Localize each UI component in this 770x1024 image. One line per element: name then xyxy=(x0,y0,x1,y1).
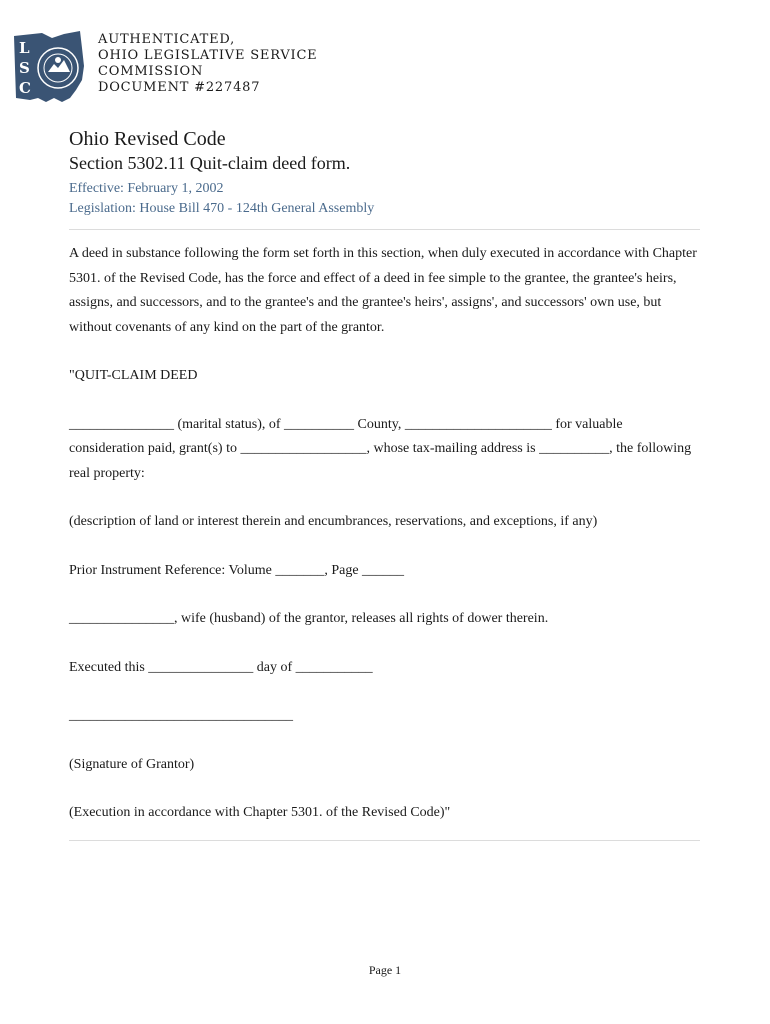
logo-letter-c: C xyxy=(19,79,31,97)
execution-note: (Execution in accordance with Chapter 5301. of the Revised Code)" xyxy=(69,805,451,820)
auth-line: OHIO LEGISLATIVE SERVICE xyxy=(98,48,318,63)
section-title: Section 5302.11 Quit-claim deed form. xyxy=(69,153,351,173)
auth-line: COMMISSION xyxy=(98,64,204,79)
logo-letter-s: S xyxy=(19,59,30,77)
title-block xyxy=(69,127,709,219)
auth-line: AUTHENTICATED, xyxy=(98,32,236,47)
page-number: Page 1 xyxy=(368,963,402,977)
code-title: Ohio Revised Code xyxy=(69,128,226,150)
logo-letter-l: L xyxy=(19,39,30,57)
prior-instrument-reference: Prior Instrument Reference: Volume _______, Page ______ xyxy=(69,562,405,578)
property-description: (description of land or interest therein and encumbrances, reservations, and exceptions, if any) xyxy=(69,514,598,529)
grantor-clause: _______________ (marital status), of __________ County, _____________________ for valuable consideration paid, grant(s) to __________________, whose tax-mailing address is __________, the following real property: xyxy=(69,416,692,481)
document-body xyxy=(69,242,701,826)
legislation: Legislation: House Bill 470 - 124th General Assembly xyxy=(69,201,375,216)
authentication-stamp xyxy=(98,32,317,96)
lsc-ohio-seal-logo xyxy=(12,28,92,104)
top-divider xyxy=(69,229,700,230)
form-heading: "QUIT-CLAIM DEED xyxy=(69,368,198,383)
executed-date-line: Executed this _______________ day of ___________ xyxy=(69,659,373,675)
signature-line: ________________________________ xyxy=(69,708,293,723)
dower-release: _______________, wife (husband) of the grantor, releases all rights of dower therein. xyxy=(69,611,549,626)
intro-paragraph: A deed in substance following the form set forth in this section, when duly executed in accordance with Chapter 5301. of the Revised Code, has the force and effect of a deed in fee simple to the grantee, the grantee's heirs, assigns, and successors, and to the grantee's and the grantee's heirs', assigns', and successors' own use, but without covenants of any kind on the part of the grantor. xyxy=(69,246,697,335)
bottom-divider xyxy=(69,840,700,841)
document-number: DOCUMENT #227487 xyxy=(98,80,261,95)
signature-label: (Signature of Grantor) xyxy=(69,756,195,772)
lsc-header xyxy=(12,28,332,104)
effective-date: Effective: February 1, 2002 xyxy=(69,181,224,196)
